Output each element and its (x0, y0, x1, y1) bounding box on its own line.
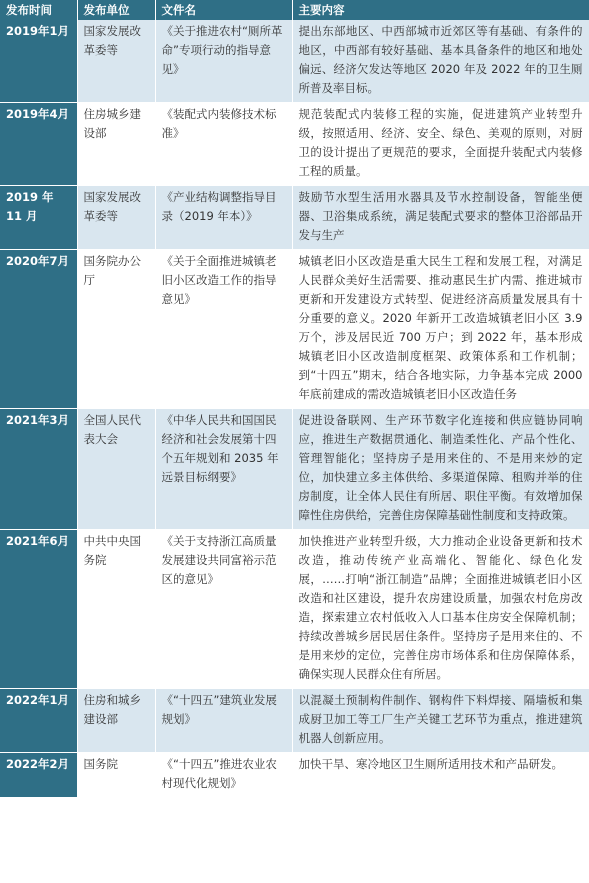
cell-date: 2021年3月 (0, 409, 77, 530)
cell-date: 2021年6月 (0, 530, 77, 689)
cell-file: 《产业结构调整指导目录（2019 年本）》 (155, 186, 292, 250)
cell-content: 加快推进产业转型升级，大力推动企业设备更新和技术改造，推动传统产业高端化、智能化、绿色化发展，……打响“浙江制造”品牌；全面推进城镇老旧小区改造和社区建设，提升农房建设质量，加强农村危房改造，探索建立农村低收入人口基本住房安全保障机制；持续改善城乡居民居住条件。坚持房子是用来住的、不是用来炒的定位，完善住房市场体系和住房保障体系，确保实现人民群众住有所居。 (292, 530, 589, 689)
cell-unit: 住房城乡建设部 (77, 103, 155, 186)
table-row (0, 250, 589, 409)
cell-unit: 国家发展改革委等 (77, 186, 155, 250)
cell-unit: 中共中央国务院 (77, 530, 155, 689)
table-row (0, 689, 589, 753)
header-row (0, 0, 589, 20)
cell-file: 《“十四五”建筑业发展规划》 (155, 689, 292, 753)
cell-unit: 住房和城乡建设部 (77, 689, 155, 753)
cell-unit: 全国人民代表大会 (77, 409, 155, 530)
cell-content: 城镇老旧小区改造是重大民生工程和发展工程，对满足人民群众美好生活需要、推动惠民生扩内需、推进城市更新和开发建设方式转型、促进经济高质量发展具有十分重要的意义。2020 年新开工改造城镇老旧小区 3.9 万个，涉及居民近 700 万户；到 2022 年，基本形成城镇老旧小区改造制度框架、政策体系和工作机制；到“十四五”期末，结合各地实际，力争基本完成 2000 年底前建成的需改造城镇老旧小区改造任务 (292, 250, 589, 409)
table-row (0, 20, 589, 103)
cell-file: 《关于推进农村“厕所革命”专项行动的指导意见》 (155, 20, 292, 103)
cell-unit: 国务院 (77, 753, 155, 798)
cell-file: 《“十四五”推进农业农村现代化规划》 (155, 753, 292, 798)
cell-date: 2020年7月 (0, 250, 77, 409)
cell-content: 加快干旱、寒冷地区卫生厕所适用技术和产品研发。 (292, 753, 589, 798)
table-header (0, 0, 589, 20)
table-body (0, 20, 589, 798)
cell-content: 规范装配式内装修工程的实施，促进建筑产业转型升级，按照适用、经济、安全、绿色、美观的原则，对厨卫的设计提出了更规范的要求，全面提升装配式内装修工程的质量。 (292, 103, 589, 186)
cell-content: 促进设备联网、生产环节数字化连接和供应链协同响应，推进生产数据贯通化、制造柔性化、产品个性化、管理智能化；坚持房子是用来住的、不是用来炒的定位，加快建立多主体供给、多渠道保障、租购并举的住房制度，让全体人民住有所居、职住平衡。有效增加保障性住房供给，完善住房保障基础性制度和支持政策。 (292, 409, 589, 530)
cell-date: 2019年1月 (0, 20, 77, 103)
table-row (0, 753, 589, 798)
cell-date: 2022年1月 (0, 689, 77, 753)
cell-date: 2019年4月 (0, 103, 77, 186)
table-row (0, 103, 589, 186)
cell-content: 以混凝土预制构件制作、钢构件下料焊接、隔墙板和集成厨卫加工等工厂生产关键工艺环节为重点，推进建筑机器人创新应用。 (292, 689, 589, 753)
cell-unit: 国务院办公厅 (77, 250, 155, 409)
table-row (0, 409, 589, 530)
cell-content: 鼓励节水型生活用水器具及节水控制设备，智能坐便器、卫浴集成系统，满足装配式要求的整体卫浴部品开发与生产 (292, 186, 589, 250)
cell-date: 2019 年 11 月 (0, 186, 77, 250)
cell-file: 《装配式内装修技术标准》 (155, 103, 292, 186)
header-unit: 发布单位 (77, 0, 155, 20)
header-content: 主要内容 (292, 0, 589, 20)
header-file: 文件名 (155, 0, 292, 20)
cell-file: 《关于全面推进城镇老旧小区改造工作的指导意见》 (155, 250, 292, 409)
cell-unit: 国家发展改革委等 (77, 20, 155, 103)
header-date: 发布时间 (0, 0, 77, 20)
cell-date: 2022年2月 (0, 753, 77, 798)
table-row (0, 530, 589, 689)
table-row (0, 186, 589, 250)
cell-file: 《中华人民共和国国民经济和社会发展第十四个五年规划和 2035 年远景目标纲要》 (155, 409, 292, 530)
cell-content: 提出东部地区、中西部城市近郊区等有基础、有条件的地区，中西部有较好基础、基本具备条件的地区和地处偏远、经济欠发达等地区 2020 年及 2022 年的卫生厕所普及率目标。 (292, 20, 589, 103)
cell-file: 《关于支持浙江高质量发展建设共同富裕示范区的意见》 (155, 530, 292, 689)
